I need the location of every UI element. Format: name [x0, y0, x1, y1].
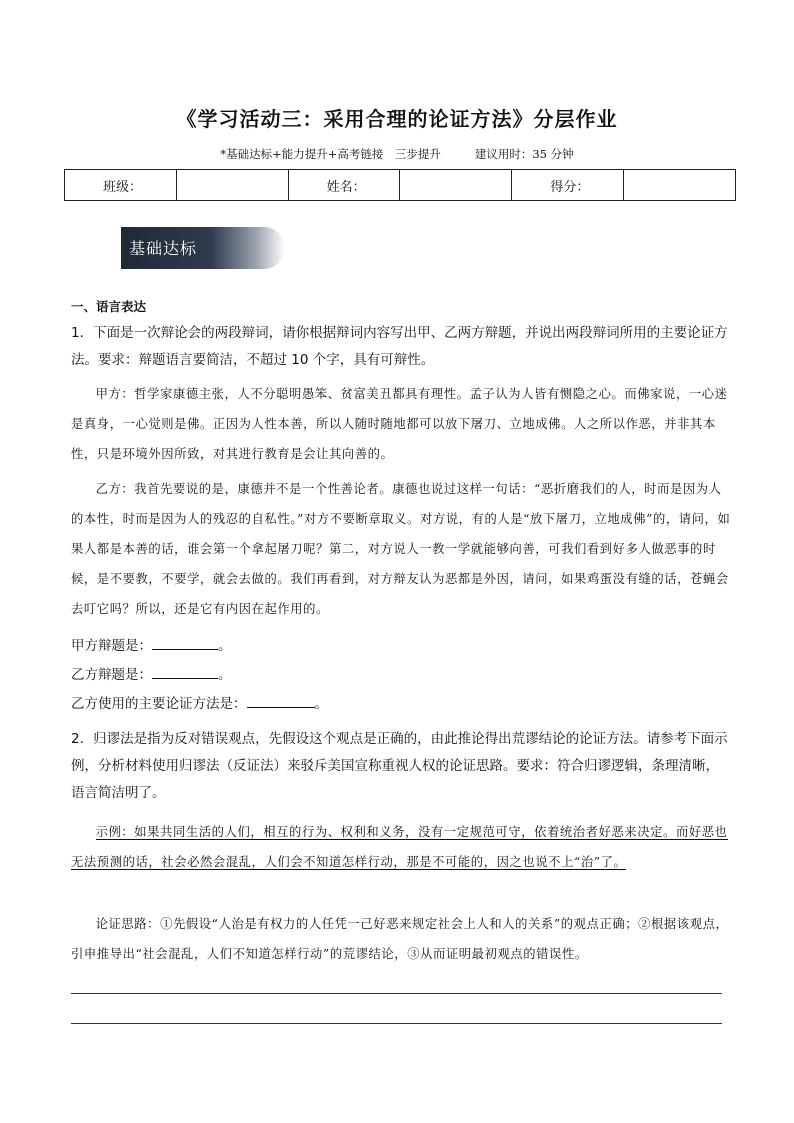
answer-a-blank[interactable]: [152, 633, 218, 650]
argument-thinking: 论证思路：①先假设“人治是有权力的人任凭一己好恶来规定社会上人和人的关系”的观点正确；②根据该观点，引申推导出“社会混乱，人们不知道怎样行动”的荒谬结论，③从而证明最初观点的错误性。: [71, 917, 729, 961]
banner-label: 基础达标: [129, 239, 198, 258]
answer-line-2[interactable]: [71, 1023, 722, 1024]
answer-b-blank[interactable]: [152, 662, 218, 679]
example-passage: [71, 817, 731, 877]
question-1-prompt: 1．下面是一次辩论会的两段辩词，请你根据辩词内容写出甲、乙两方辩题，并说出两段辩词所用的主要论证方法。要求：辩题语言要简洁，不超过 10 个字，具有可辩性。: [71, 325, 728, 368]
answer-c-period: 。: [314, 696, 328, 712]
answer-b-period: 。: [218, 667, 232, 683]
answer-c-blank[interactable]: [247, 691, 315, 708]
example-text: 示例：如果共同生活的人们，相互的行为、权利和义务，没有一定规范可守，依着统治者好恶来决定。而好恶也无法预测的话，社会必然会混乱，人们会不知道怎样行动，那是不可能的，因之也说不上“治”了。: [71, 825, 728, 869]
name-label: 姓名：: [288, 170, 400, 201]
section-heading: 一、语言表达: [71, 299, 147, 314]
score-field[interactable]: [624, 170, 736, 201]
subtitle-time: 建议用时：35 分钟: [474, 147, 574, 161]
page-title: 《学习活动三：采用合理的论证方法》分层作业: [176, 107, 618, 131]
page-subtitle: [0, 146, 794, 162]
score-label: 得分：: [512, 170, 624, 201]
answer-b-label: 乙方辩题是：: [71, 667, 152, 683]
answer-a-period: 。: [218, 638, 232, 654]
answer-line-a: [71, 632, 731, 661]
debate-passage-b: 乙方：我首先要说的是，康德并不是一个性善论者。康德也说过这样一句话：“恶折磨我们的人，时而是因为人的本性，时而是因为人的残忍的自私性。”对方不要断章取义。对方说，有的人是“放下屠刀，立地成佛”的，请问，如果人都是本善的话，谁会第一个拿起屠刀呢？第二，对方说人一教一学就能够向善，可我们看到好多人做恶事的时候，是不要教，不要学，就会去做的。我们再看到，对方辩友认为恶都是外因，请问，如果鸡蛋没有缝的话，苍蝇会去叮它吗？所以，还是它有内因在起作用的。: [71, 482, 731, 616]
subtitle-steps: *基础达标+能力提升+高考链接 三步提升: [220, 147, 441, 161]
answer-line-1[interactable]: [71, 993, 722, 994]
answer-line-b: [71, 661, 731, 690]
class-field[interactable]: [176, 170, 288, 201]
name-field[interactable]: [400, 170, 512, 201]
answer-a-label: 甲方辩题是：: [71, 638, 152, 654]
debate-passage-a: 甲方：哲学家康德主张，人不分聪明愚笨、贫富美丑都具有理性。孟子认为人皆有恻隐之心。而佛家说，一心迷是真身，一心觉则是佛。正因为人性本善，所以人随时随地都可以放下屠刀、立地成佛。人之所以作恶，并非其本性，只是环境外因所致，对其进行教育是会让其向善的。: [71, 387, 728, 461]
answer-c-label: 乙方使用的主要论证方法是：: [71, 696, 247, 712]
student-info-table: [64, 169, 736, 201]
section-banner: [121, 227, 285, 269]
question-2-prompt: 2．归谬法是指为反对错误观点，先假设这个观点是正确的，由此推论得出荒谬结论的论证方法。请参考下面示例，分析材料使用归谬法（反证法）来驳斥美国宣称重视人权的论证思路。要求：符合归谬逻辑，条理清晰，语言简洁明了。: [71, 731, 728, 801]
class-label: 班级：: [65, 170, 177, 201]
answer-line-c: [71, 690, 731, 719]
